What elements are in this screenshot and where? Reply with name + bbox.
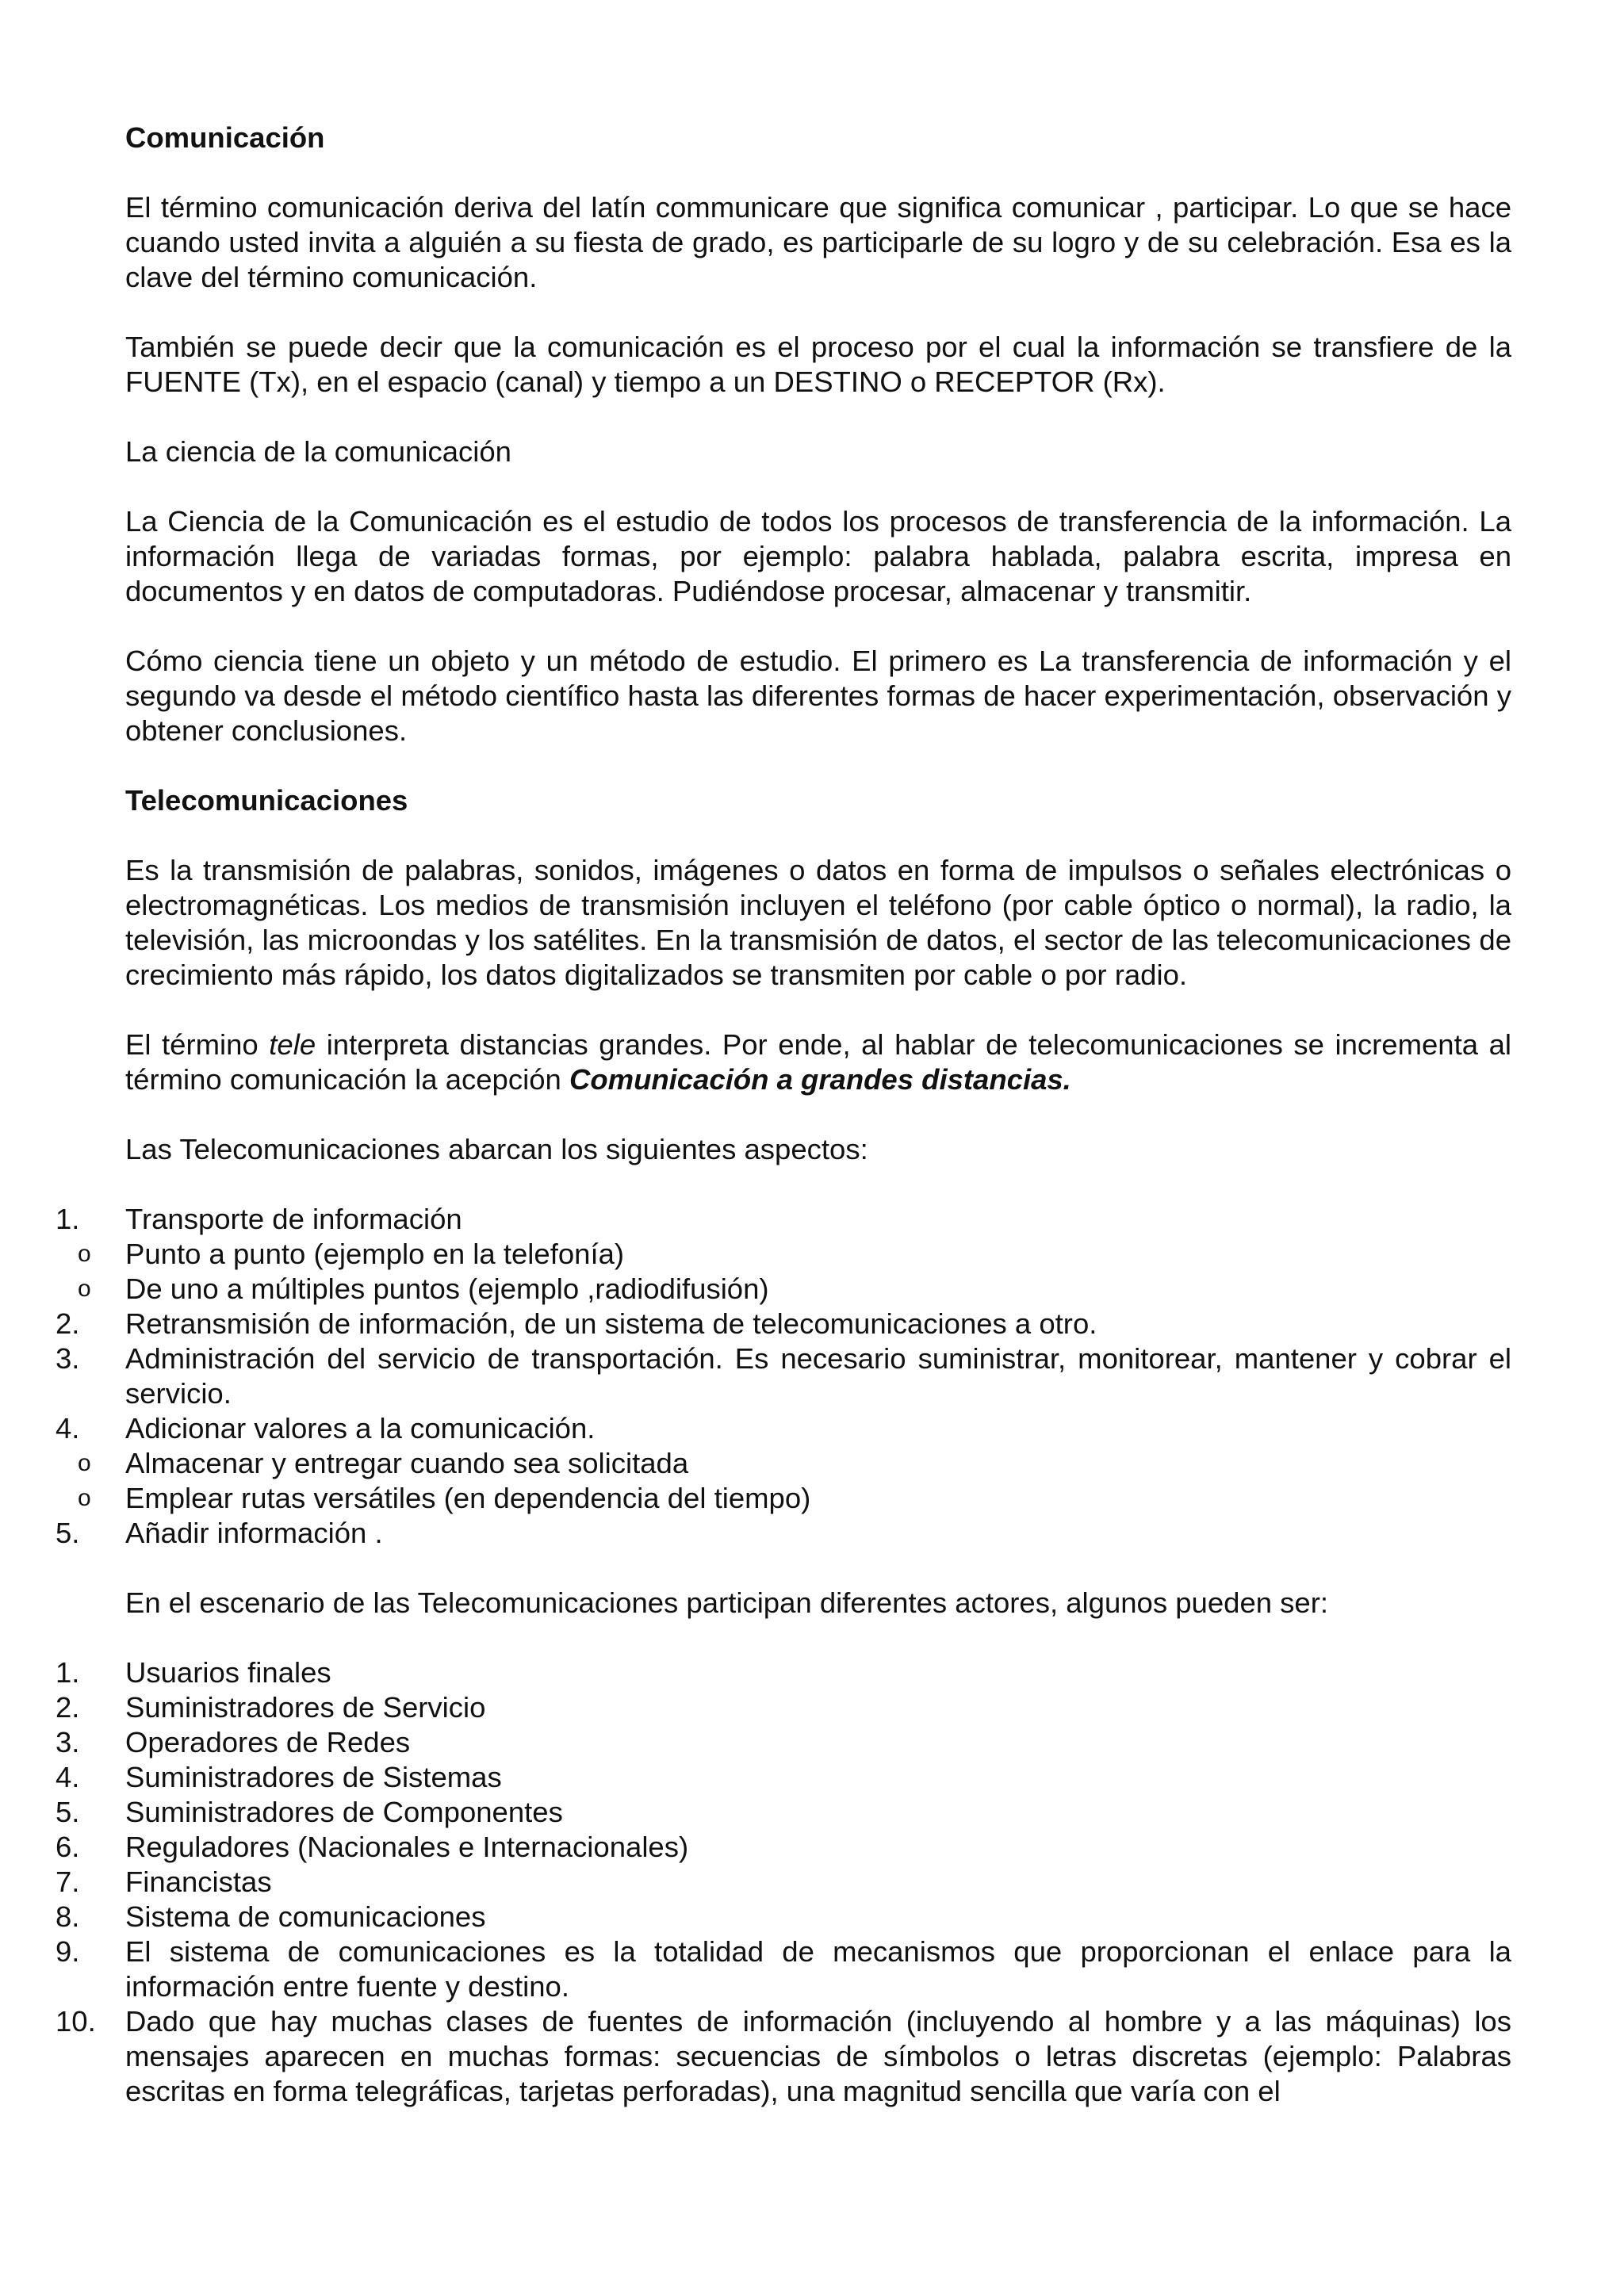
list-item: [56, 1655, 1511, 1690]
list-item: [78, 1237, 1511, 1272]
list-marker: 8.: [56, 1900, 80, 1933]
list-item-text: Financistas: [125, 1866, 272, 1898]
list-marker: 2.: [56, 1691, 80, 1724]
list-item: [56, 1830, 1511, 1865]
list-marker: 3.: [56, 1342, 80, 1375]
list-item-text: Reguladores (Nacionales e Internacionales): [125, 1831, 689, 1863]
paragraph: Cómo ciencia tiene un objeto y un método de estudio. El primero es La transferencia de información y el segundo va desde el método científico hasta las diferentes formas de hacer experimentación, observación y obtener conclusiones.: [125, 645, 1511, 747]
text-run: El término: [125, 1028, 270, 1061]
list-marker: 2.: [56, 1307, 80, 1340]
list-item: [56, 2004, 1511, 2109]
paragraph: Las Telecomunicaciones abarcan los siguientes aspectos:: [125, 1133, 868, 1165]
list-marker: 9.: [56, 1935, 80, 1968]
list-item-text: Emplear rutas versátiles (en dependencia del tiempo): [125, 1482, 811, 1514]
list-item: [78, 1446, 1511, 1481]
list-marker: 4.: [56, 1761, 80, 1793]
list-item-text: Punto a punto (ejemplo en la telefonía): [125, 1238, 625, 1270]
document-body: [56, 121, 1512, 2144]
list-item-text: Usuarios finales: [125, 1656, 331, 1689]
list-item-text: Suministradores de Sistemas: [125, 1761, 502, 1793]
list-item: [56, 1202, 1511, 1237]
section-heading-comunicacion: Comunicación: [125, 121, 325, 154]
paragraph: Es la transmisión de palabras, sonidos, imágenes o datos en forma de impulsos o señales electrónicas o electromagnéticas. Los medios de transmisión incluyen el teléfono (por cable óptico o normal), la radio, la televisión, las microondas y los satélites. En la transmisión de datos, el sector de las telecomunicaciones de crecimiento más rápido, los datos digitalizados se transmiten por cable o por radio.: [125, 854, 1511, 991]
list-marker: 6.: [56, 1831, 80, 1863]
list-item-text: Suministradores de Componentes: [125, 1796, 563, 1828]
list-item: [56, 1934, 1511, 2004]
aspects-list: [56, 1202, 1511, 1551]
list-marker: o: [78, 1450, 91, 1476]
list-item: [56, 1725, 1511, 1760]
paragraph: La Ciencia de la Comunicación es el estudio de todos los procesos de transferencia de la información. La información llega de variadas formas, por ejemplo: palabra hablada, palabra escrita, impresa en documentos y en datos de computadoras. Pudiéndose procesar, almacenar y transmitir.: [125, 505, 1511, 607]
paragraph: El término comunicación deriva del latín communicare que significa comunicar , participar. Lo que se hace cuando usted invita a alguién a su fiesta de grado, es participarle de su logro y de su celebración. Esa es la clave del término comunicación.: [125, 191, 1511, 293]
subheading-ciencia: La ciencia de la comunicación: [125, 435, 511, 468]
list-marker: 5.: [56, 1796, 80, 1828]
list-item-text: Adicionar valores a la comunicación.: [125, 1412, 596, 1445]
emphasis-phrase: Comunicación a grandes distancias.: [569, 1063, 1071, 1096]
list-item: [56, 1900, 1511, 1934]
list-marker: 5.: [56, 1517, 80, 1549]
text-run: interpreta distancias grandes. Por ende, al hablar de telecomunicaciones se incrementa al término comunicación la acepción: [125, 1028, 1512, 1096]
list-item-text: Administración del servicio de transportación. Es necesario suministrar, monitorear, mantener y cobrar el servicio.: [125, 1342, 1511, 1410]
list-item: [78, 1481, 1511, 1516]
paragraph: También se puede decir que la comunicación es el proceso por el cual la información se transfiere de la FUENTE (Tx), en el espacio (canal) y tiempo a un DESTINO o RECEPTOR (Rx).: [125, 331, 1511, 398]
list-marker: 1.: [56, 1203, 80, 1235]
list-item-text: Suministradores de Servicio: [125, 1691, 486, 1724]
list-item-text: Operadores de Redes: [125, 1726, 411, 1758]
list-marker: o: [78, 1276, 91, 1302]
list-item-text: Sistema de comunicaciones: [125, 1900, 486, 1933]
actors-list: [56, 1655, 1511, 2109]
list-marker: 4.: [56, 1412, 80, 1445]
list-item: [56, 1865, 1511, 1900]
list-marker: o: [78, 1485, 91, 1511]
list-item-text: Almacenar y entregar cuando sea solicitada: [125, 1447, 689, 1479]
list-item: [56, 1795, 1511, 1830]
list-item: [78, 1272, 1511, 1307]
paragraph: En el escenario de las Telecomunicaciones participan diferentes actores, algunos pueden ser:: [125, 1586, 1329, 1619]
list-item-text: El sistema de comunicaciones es la totalidad de mecanismos que proporcionan el enlace para la información entre fuente y destino.: [125, 1935, 1511, 2003]
list-marker: 3.: [56, 1726, 80, 1758]
list-item-text: Añadir información .: [125, 1517, 383, 1549]
list-item: [56, 1690, 1511, 1725]
list-marker: 7.: [56, 1866, 80, 1898]
list-marker: 1.: [56, 1656, 80, 1689]
italic-term: tele: [269, 1028, 316, 1061]
list-item: [56, 1516, 1511, 1551]
list-item: [56, 1411, 1511, 1446]
list-item-text: Retransmisión de información, de un sistema de telecomunicaciones a otro.: [125, 1307, 1097, 1340]
list-item: [56, 1307, 1511, 1341]
list-marker: 10.: [56, 2005, 96, 2038]
list-item-text: Transporte de información: [125, 1203, 462, 1235]
paragraph-tele: [125, 1027, 1511, 1097]
section-heading-telecomunicaciones: Telecomunicaciones: [125, 784, 408, 817]
list-item: [56, 1760, 1511, 1795]
list-item-text: De uno a múltiples puntos (ejemplo ,radiodifusión): [125, 1272, 769, 1305]
list-item-text: Dado que hay muchas clases de fuentes de información (incluyendo al hombre y a las máquinas) los mensajes aparecen en muchas formas: secuencias de símbolos o letras discretas (ejemplo: Palabras escritas en forma telegráficas, tarjetas perforadas), una magnitud sencilla que varía con el: [125, 2005, 1511, 2107]
list-marker: o: [78, 1241, 91, 1267]
list-item: [56, 1341, 1511, 1411]
